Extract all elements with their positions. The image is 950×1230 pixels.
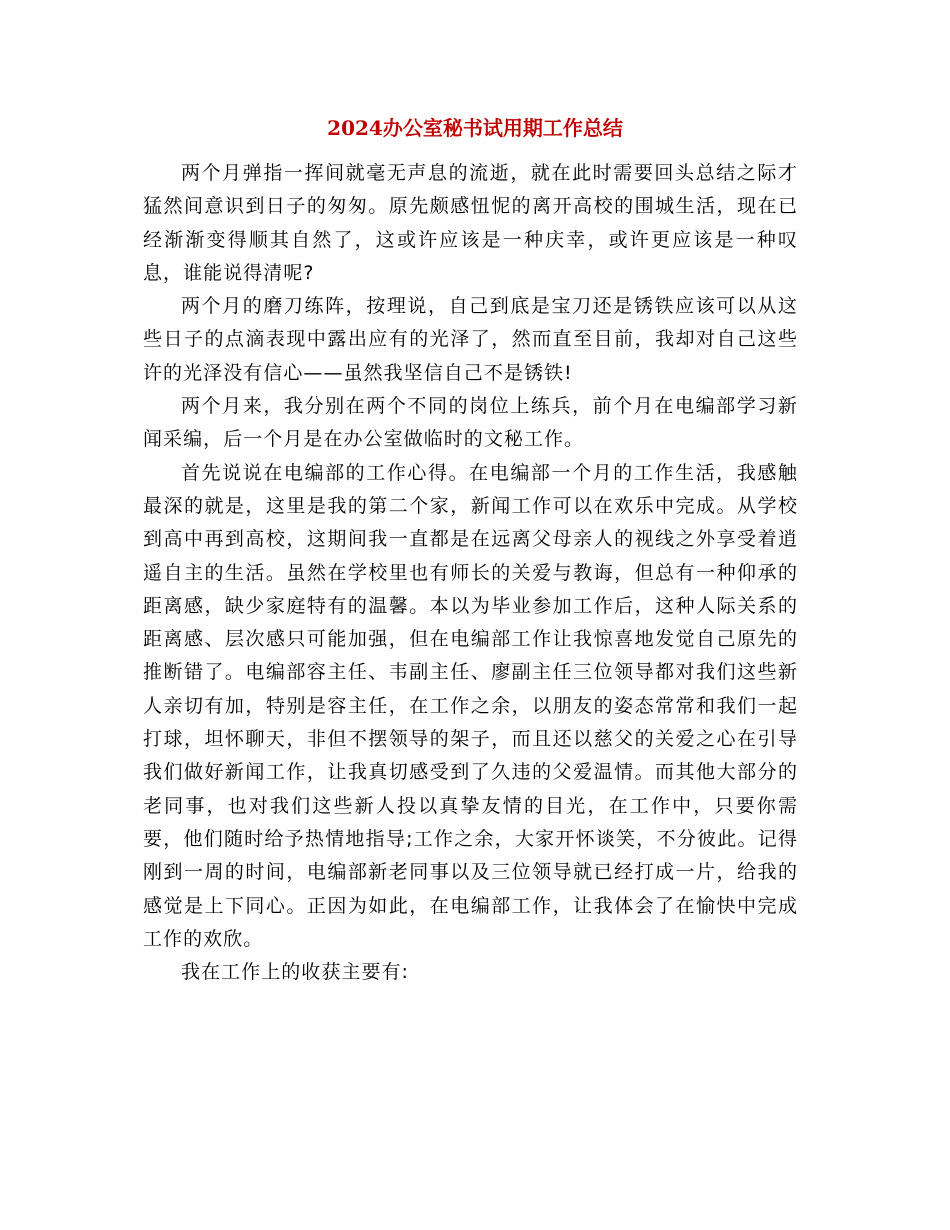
paragraph-4: 首先说说在电编部的工作心得。在电编部一个月的工作生活，我感触最深的就是，这里是我的第二个家，新闻工作可以在欢乐中完成。从学校到高中再到高校，这期间我一直都是在远离父母亲人的视线之外享受着逍遥自主的生活。虽然在学校里也有师长的关爱与教诲，但总有一种仰承的距离感，缺少家庭特有的温馨。本以为毕业参加工作后，这种人际关系的距离感、层次感只可能加强，但在电编部工作让我惊喜地发觉自己原先的推断错了。电编部容主任、韦副主任、廖副主任三位领导都对我们这些新人亲切有加，特别是容主任，在工作之余，以朋友的姿态常常和我们一起打球，坦怀聊天，非但不摆领导的架子，而且还以慈父的关爱之心在引导我们做好新闻工作，让我真切感受到了久违的父爱温情。而其他大部分的老同事，也对我们这些新人投以真挚友情的目光，在工作中，只要你需要，他们随时给予热情地指导;工作之余，大家开怀谈笑，不分彼此。记得刚到一周的时间，电编部新老同事以及三位领导就已经打成一片，给我的感觉是上下同心。正因为如此，在电编部工作，让我体会了在愉快中完成工作的欢欣。 [143,461,798,950]
document-title: 2024办公室秘书试用期工作总结 [327,116,623,140]
paragraph-2: 两个月的磨刀练阵，按理说，自己到底是宝刀还是锈铁应该可以从这些日子的点滴表现中露出应有的光泽了，然而直至目前，我却对自己这些许的光泽没有信心——虽然我坚信自己不是锈铁! [143,295,798,384]
paragraph-5: 我在工作上的收获主要有: [181,961,410,984]
document-body [143,157,798,989]
paragraph-3: 两个月来，我分别在两个不同的岗位上练兵，前个月在电编部学习新闻采编，后一个月是在办公室做临时的文秘工作。 [143,395,798,451]
paragraph-1: 两个月弹指一挥间就毫无声息的流逝，就在此时需要回头总结之际才猛然间意识到日子的匆匆。原先颇感忸怩的离开高校的围城生活，现在已经渐渐变得顺其自然了，这或许应该是一种庆幸，或许更应该是一种叹息，谁能说得清呢? [143,162,798,284]
